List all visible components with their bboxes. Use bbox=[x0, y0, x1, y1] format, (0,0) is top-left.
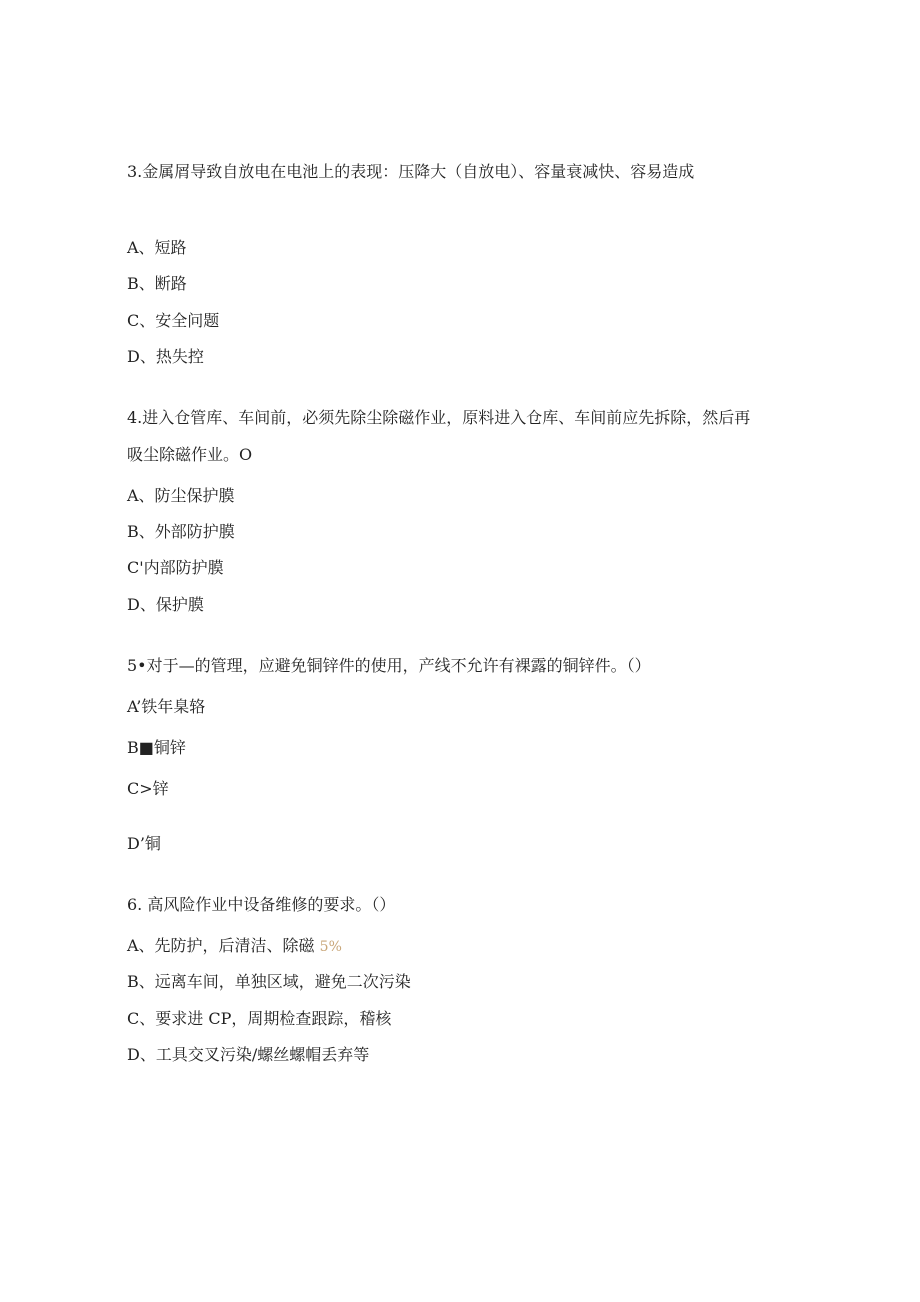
question-3-stem: 3.金属屑导致自放电在电池上的表现：压降大（自放电）、容量衰减快、容易造成 bbox=[127, 162, 695, 181]
question-4-option-d: D、保护膜 bbox=[127, 595, 204, 614]
question-3-option-d: D、热失控 bbox=[127, 347, 204, 366]
question-4-option-b: B、外部防护膜 bbox=[127, 522, 235, 541]
question-3-option-c: C、安全问题 bbox=[127, 311, 220, 330]
question-6-option-a-text: A、先防护，后清洁、除磁 bbox=[127, 936, 315, 955]
question-6-option-d: D、工具交叉污染/螺丝螺帽丢弃等 bbox=[127, 1045, 370, 1064]
question-5-option-c: C>锌 bbox=[127, 779, 169, 798]
question-5-stem: 5•对于—的管理，应避免铜锌件的使用，产线不允许有裸露的铜锌件。（） bbox=[127, 656, 651, 675]
question-3-option-b: B、断路 bbox=[127, 274, 187, 293]
question-4-stem-line-2: 吸尘除磁作业。O bbox=[127, 445, 253, 464]
question-6-option-b: B、远离车间，单独区域，避免二次污染 bbox=[127, 972, 411, 991]
question-6-option-c: C、要求进 CP，周期检查跟踪，稽核 bbox=[127, 1009, 392, 1028]
question-4-stem-line-1: 4.进入仓管库、车间前，必须先除尘除磁作业，原料进入仓库、车间前应先拆除，然后再 bbox=[127, 408, 751, 427]
question-5-option-a: A’铁年臬辂 bbox=[127, 697, 206, 716]
question-4-option-c: C'内部防护膜 bbox=[127, 558, 224, 577]
question-5-option-d: D’铜 bbox=[127, 834, 161, 853]
question-5-option-b: B■铜锌 bbox=[127, 738, 186, 757]
question-6-option-a bbox=[127, 936, 342, 957]
question-3-option-a: A、短路 bbox=[127, 238, 187, 257]
option-a-note: 5% bbox=[319, 939, 342, 955]
question-4-option-a: A、防尘保护膜 bbox=[127, 486, 235, 505]
question-6-stem: 6. 高风险作业中设备维修的要求。（） bbox=[127, 895, 396, 914]
